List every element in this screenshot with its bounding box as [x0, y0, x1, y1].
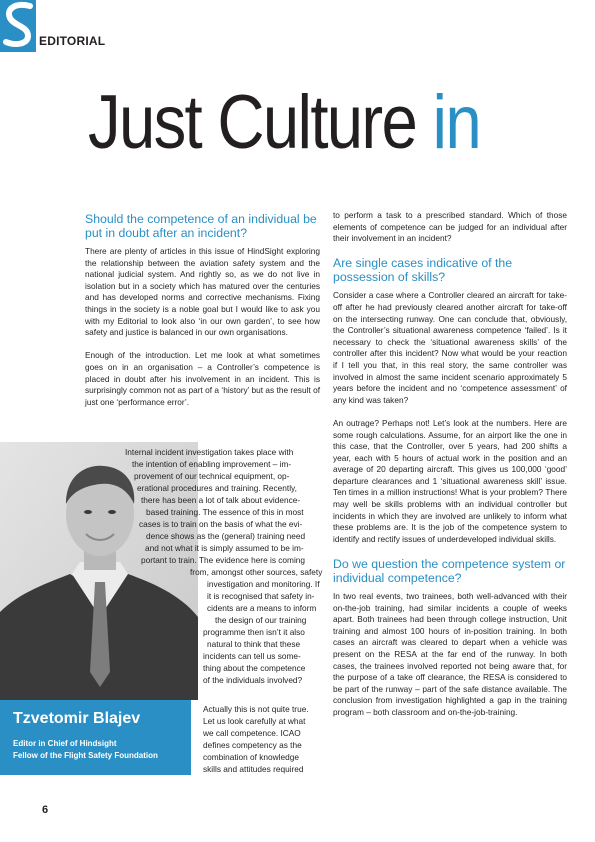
headline-main: Just Culture — [88, 80, 417, 165]
right-column — [333, 210, 567, 730]
author-role — [13, 738, 158, 762]
left-heading: Should the competence of an individual be put in doubt after an incident? — [85, 212, 317, 240]
right-paragraph: Consider a case where a Controller cleared an aircraft for take-off after he had previously cleared another aircraft for take-off on the intersecting runway. One can conclude that, obviously, the Controller’s situational awareness competence ‘failed’. Is it necessary to check the ‘situational awareness skills’ of the controller after this incident? Now what would be your reaction if I tell you that, in this real story, the same controller was involved in almost the same incident scenario approximately 5 years before the incident and no ‘competence assessment’ of any kind was taken? — [333, 290, 567, 405]
right-paragraph: In two real events, two trainees, both well-advanced with their on-the-job training, had similar incidents a couple of weeks apart. Both trainees had been through college instruction, Unit training and almost 100 hours of in-position training. In both cases an aircraft was cleared to depart when a vehicle was present on the RESA at the far end of the runway. In both cases, the trainees involved reported not being aware that, for the purpose of a take off clearance, the RESA is considered to be part of the runway – part of the safe distance available. The conclusion from investigation highlighted a gap in the training program – both classroom and on-the-job-training. — [333, 591, 567, 717]
wrap-line: incidents can tell us some- — [203, 651, 301, 661]
section-label: EDITORIAL — [39, 34, 106, 48]
wrap-line: investigation and monitoring. If — [207, 579, 320, 589]
author-role-line: Editor in Chief of Hindsight — [13, 739, 117, 748]
wrap-line: there has been a lot of talk about evidence- — [141, 495, 301, 505]
wrap-line: programme then isn’t it also — [203, 627, 305, 637]
wrap-line: we call competence. ICAO — [203, 728, 301, 738]
right-heading: Do we question the competence system or individual competence? — [333, 557, 566, 586]
author-caption — [0, 700, 191, 775]
headline — [88, 78, 480, 168]
wrap-line: erational procedures and training. Recently, — [137, 483, 297, 493]
wrap-line: skills and attitudes required — [203, 764, 304, 774]
wrap-line: the intention of enabling improvement – im- — [132, 459, 292, 469]
left-paragraph: Enough of the introduction. Let me look at what sometimes goes on in an organisation – a Controller’s competence is placed in doubt after his involvement in an incident. This is surprisingly common not as part of a ‘history’ but as the result of just one ‘performance error’. — [85, 350, 320, 407]
wrap-line: Actually this is not quite true. — [203, 704, 309, 714]
left-column — [85, 212, 320, 420]
wrap-line: combination of knowledge — [203, 752, 299, 762]
author-role-line: Fellow of the Flight Safety Foundation — [13, 751, 158, 760]
wrap-line: defines competency as the — [203, 740, 302, 750]
wrap-line: natural to think that these — [207, 639, 301, 649]
hindsight-logo-s — [0, 0, 36, 52]
wrap-line: it is recognised that safety in- — [207, 591, 315, 601]
wrap-line: based training. The essence of this in most — [146, 507, 304, 517]
left-paragraph: There are plenty of articles in this issue of HindSight exploring the relationship between the aviation safety system and the national judicial system. And rightly so, as we do not live in isolation but in a society which has matured over the centuries and has developed norms and corrective mechanisms. Fixing things in the society is a noble goal but I would like to ask you with my Editorial to look also ‘in our own garden’, to see how safety and justice is balanced in our own organisations. — [85, 246, 320, 338]
wrap-line: Let us look carefully at what — [203, 716, 306, 726]
wrap-line: portant to train. The evidence here is coming — [141, 555, 306, 565]
wrap-line: thing about the competence — [203, 663, 306, 673]
right-heading: Are single cases indicative of the possession of skills? — [333, 256, 513, 285]
wrap-line: dence shows as the (general) training need — [146, 531, 306, 541]
wrap-line: cases is to train on the basis of what the evi- — [139, 519, 303, 529]
wrap-line: and not what it is simply assumed to be im- — [145, 543, 304, 553]
wrap-line: Internal incident investigation takes place with — [125, 447, 294, 457]
wrap-line: cidents are a means to inform — [207, 603, 317, 613]
headline-accent: in — [432, 80, 480, 165]
author-name: Tzvetomir Blajev — [13, 710, 141, 727]
page-number: 6 — [42, 804, 49, 816]
right-paragraph: An outrage? Perhaps not! Let’s look at the numbers. Here are some rough calculations. Assume, for an airport like the one in this case, that the Controller, over 5 years, had 200 shifts a year, each with 5 hours of actual work in the position and an average of 20 departing aircraft. This gives us 100,000 ‘good’ departure clearances and 1 ‘situational awareness skill’ issue. Ten times in a million instructions! What is your problem? There may well be skills problems with an individual controller but incidents in which they are involved are unlikely to inform what these problems are. It is the job of the competence system to identify and rectify issues of underdeveloped individual skills. — [333, 417, 567, 544]
wrap-line: the design of our training — [215, 615, 307, 625]
wrap-line: from, amongst other sources, safety — [190, 567, 323, 577]
wrap-line: of the individuals involved? — [203, 675, 303, 685]
wrap-line: provement of our technical equipment, op- — [134, 471, 290, 481]
right-intro: to perform a task to a prescribed standard. Which of those elements of competence can be judged for an individual after their involvement in an incident? — [333, 210, 567, 244]
